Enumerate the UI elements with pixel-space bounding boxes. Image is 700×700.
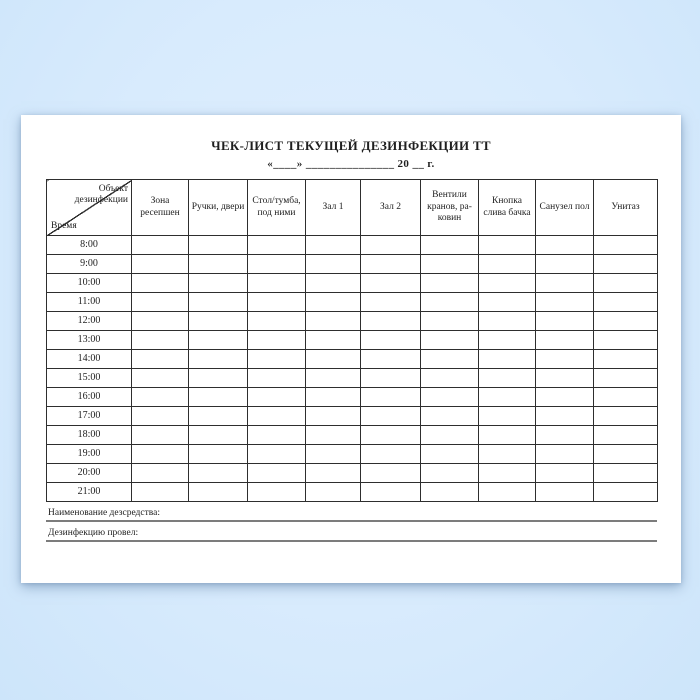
check-cell <box>361 464 421 483</box>
time-label: 13:00 <box>47 331 132 350</box>
column-header-5: Зал 2 <box>361 180 421 236</box>
check-cell <box>132 350 189 369</box>
check-cell <box>361 388 421 407</box>
time-label: 21:00 <box>47 483 132 502</box>
check-cell <box>361 255 421 274</box>
check-cell <box>536 426 594 445</box>
time-label: 20:00 <box>47 464 132 483</box>
time-label: 14:00 <box>47 350 132 369</box>
corner-diagonal-cell <box>47 180 132 236</box>
check-cell <box>479 274 536 293</box>
check-cell <box>421 388 479 407</box>
page-title: ЧЕК-ЛИСТ ТЕКУЩЕЙ ДЕЗИНФЕКЦИИ ТТ <box>211 138 491 153</box>
table-row <box>47 407 658 426</box>
check-cell <box>132 407 189 426</box>
check-cell <box>479 483 536 502</box>
table-row <box>47 483 658 502</box>
check-cell <box>536 312 594 331</box>
table-row <box>47 255 658 274</box>
check-cell <box>421 445 479 464</box>
check-cell <box>189 388 248 407</box>
column-header-8: Санузел пол <box>536 180 594 236</box>
check-cell <box>479 388 536 407</box>
check-cell <box>594 445 658 464</box>
check-cell <box>248 407 306 426</box>
check-cell <box>421 331 479 350</box>
time-label: 18:00 <box>47 426 132 445</box>
table-row <box>47 236 658 255</box>
check-cell <box>306 255 361 274</box>
check-cell <box>594 331 658 350</box>
check-cell <box>421 274 479 293</box>
check-cell <box>594 255 658 274</box>
check-cell <box>132 369 189 388</box>
check-cell <box>306 350 361 369</box>
table-row <box>47 369 658 388</box>
check-cell <box>306 369 361 388</box>
check-cell <box>189 483 248 502</box>
check-cell <box>306 331 361 350</box>
check-cell <box>361 407 421 426</box>
check-cell <box>189 464 248 483</box>
check-cell <box>189 369 248 388</box>
check-cell <box>361 312 421 331</box>
check-cell <box>594 312 658 331</box>
check-cell <box>421 426 479 445</box>
check-cell <box>132 483 189 502</box>
check-cell <box>594 426 658 445</box>
check-cell <box>536 445 594 464</box>
check-cell <box>189 426 248 445</box>
check-cell <box>536 236 594 255</box>
check-cell <box>306 236 361 255</box>
disinfectant-name-line <box>46 502 657 522</box>
check-cell <box>248 369 306 388</box>
check-cell <box>306 274 361 293</box>
performed-by-line <box>46 522 657 542</box>
check-cell <box>132 312 189 331</box>
check-cell <box>306 483 361 502</box>
check-cell <box>594 236 658 255</box>
column-header-2: Ручки, двери <box>189 180 248 236</box>
time-label: 15:00 <box>47 369 132 388</box>
check-cell <box>132 426 189 445</box>
check-cell <box>479 236 536 255</box>
check-cell <box>132 331 189 350</box>
check-cell <box>248 312 306 331</box>
check-cell <box>132 464 189 483</box>
table-row <box>47 445 658 464</box>
time-label: 16:00 <box>47 388 132 407</box>
check-cell <box>189 293 248 312</box>
check-cell <box>361 236 421 255</box>
check-cell <box>306 445 361 464</box>
table-row <box>47 388 658 407</box>
table-header-row <box>47 180 658 236</box>
table-row <box>47 274 658 293</box>
check-cell <box>361 293 421 312</box>
check-cell <box>536 483 594 502</box>
check-cell <box>594 369 658 388</box>
check-cell <box>361 274 421 293</box>
check-cell <box>421 483 479 502</box>
check-cell <box>248 388 306 407</box>
check-cell <box>421 407 479 426</box>
check-cell <box>189 350 248 369</box>
check-cell <box>479 293 536 312</box>
check-cell <box>421 255 479 274</box>
column-header-6: Вентили кранов, раковин <box>421 180 479 236</box>
check-cell <box>248 483 306 502</box>
check-cell <box>594 464 658 483</box>
check-cell <box>248 464 306 483</box>
table-row <box>47 312 658 331</box>
check-cell <box>479 407 536 426</box>
time-label: 19:00 <box>47 445 132 464</box>
corner-object-label: Объект дезинфекции <box>74 184 128 206</box>
time-label: 10:00 <box>47 274 132 293</box>
table-row <box>47 331 658 350</box>
check-cell <box>306 426 361 445</box>
check-cell <box>248 293 306 312</box>
column-header-3: Стол/тумба, под ними <box>248 180 306 236</box>
check-cell <box>248 331 306 350</box>
performed-by-label: Дезинфекцию провел: <box>48 528 139 538</box>
check-cell <box>536 293 594 312</box>
check-cell <box>361 369 421 388</box>
time-label: 9:00 <box>47 255 132 274</box>
check-cell <box>306 407 361 426</box>
check-cell <box>361 350 421 369</box>
check-cell <box>248 350 306 369</box>
disinfection-table <box>46 179 658 502</box>
check-cell <box>421 350 479 369</box>
check-cell <box>479 331 536 350</box>
time-label: 12:00 <box>47 312 132 331</box>
column-header-9: Унитаз <box>594 180 658 236</box>
table-row <box>47 426 658 445</box>
check-cell <box>132 388 189 407</box>
check-cell <box>479 426 536 445</box>
check-cell <box>132 293 189 312</box>
check-cell <box>421 312 479 331</box>
check-cell <box>479 312 536 331</box>
check-cell <box>594 388 658 407</box>
table-row <box>47 293 658 312</box>
column-header-1: Зона ресепшен <box>132 180 189 236</box>
check-cell <box>479 464 536 483</box>
check-cell <box>189 312 248 331</box>
check-cell <box>421 369 479 388</box>
check-cell <box>248 255 306 274</box>
check-cell <box>361 445 421 464</box>
check-cell <box>536 369 594 388</box>
check-cell <box>132 274 189 293</box>
check-cell <box>189 407 248 426</box>
check-cell <box>479 255 536 274</box>
corner-time-label: Время <box>51 220 77 231</box>
check-cell <box>248 236 306 255</box>
time-label: 8:00 <box>47 236 132 255</box>
check-cell <box>479 369 536 388</box>
check-cell <box>189 236 248 255</box>
check-cell <box>594 407 658 426</box>
column-header-7: Кнопка слива бачка <box>479 180 536 236</box>
time-label: 17:00 <box>47 407 132 426</box>
check-cell <box>536 274 594 293</box>
time-label: 11:00 <box>47 293 132 312</box>
check-cell <box>594 350 658 369</box>
check-cell <box>594 274 658 293</box>
check-cell <box>189 274 248 293</box>
date-blank-line: «____» _______________ 20 __ г. <box>267 158 435 170</box>
check-cell <box>536 255 594 274</box>
check-cell <box>189 255 248 274</box>
check-cell <box>421 236 479 255</box>
check-cell <box>594 293 658 312</box>
check-cell <box>189 331 248 350</box>
table-row <box>47 464 658 483</box>
check-cell <box>421 464 479 483</box>
check-cell <box>361 426 421 445</box>
check-cell <box>536 407 594 426</box>
disinfectant-name-label: Наименование дезсредства: <box>48 508 160 518</box>
check-cell <box>306 312 361 331</box>
check-cell <box>248 445 306 464</box>
check-cell <box>361 331 421 350</box>
check-cell <box>306 293 361 312</box>
check-cell <box>479 350 536 369</box>
check-cell <box>536 388 594 407</box>
check-cell <box>594 483 658 502</box>
column-header-4: Зал 1 <box>306 180 361 236</box>
check-cell <box>536 464 594 483</box>
check-cell <box>132 255 189 274</box>
check-cell <box>132 236 189 255</box>
check-cell <box>248 426 306 445</box>
checklist-page <box>21 115 681 583</box>
check-cell <box>421 293 479 312</box>
check-cell <box>189 445 248 464</box>
check-cell <box>536 331 594 350</box>
check-cell <box>132 445 189 464</box>
check-cell <box>248 274 306 293</box>
check-cell <box>536 350 594 369</box>
check-cell <box>479 445 536 464</box>
table-row <box>47 350 658 369</box>
check-cell <box>306 464 361 483</box>
check-cell <box>361 483 421 502</box>
check-cell <box>306 388 361 407</box>
